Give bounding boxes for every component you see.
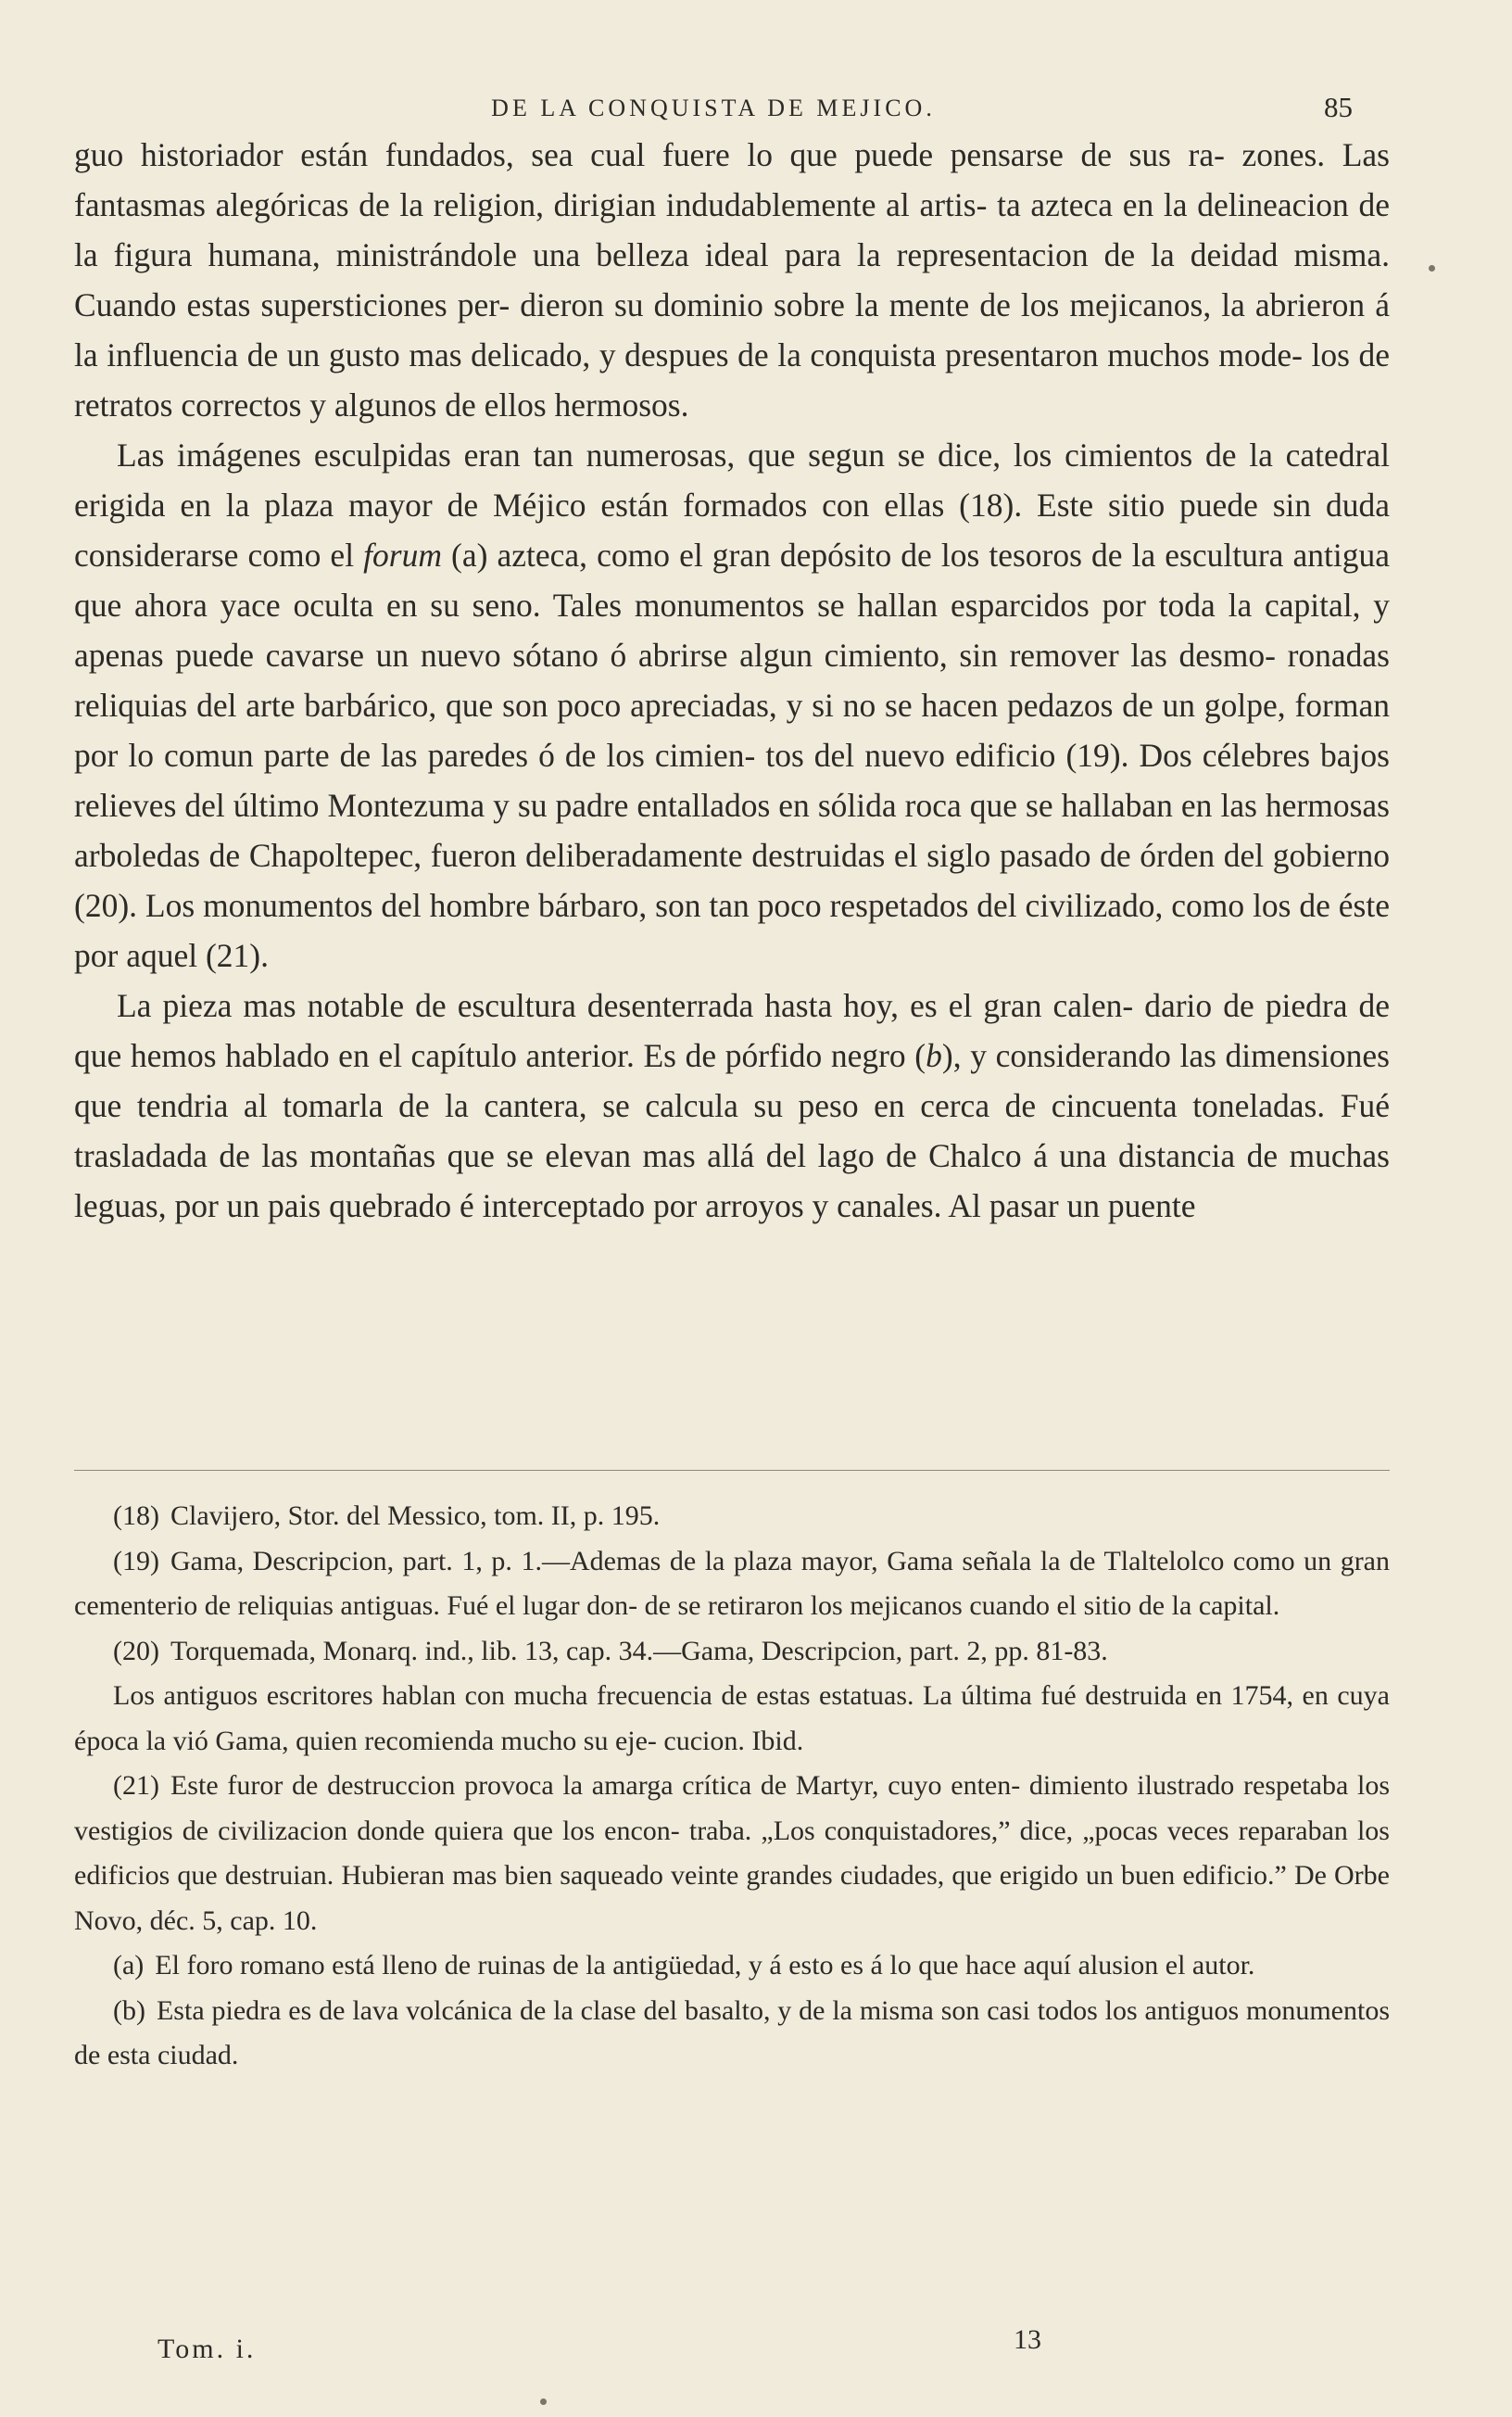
footnote-text: Gama, Descripcion, part. 1, p. 1.—Ademas de la plaza mayor, Gama señala la de Tlaltelolco como un gran cementerio de reliquias antiguas. Fué el lugar don- de se retiraron los mejicanos cuando el sitio de la capital.	[74, 1545, 1390, 1621]
paragraph-1-text: guo historiador están fundados, sea cual fuere lo que puede pensarse de sus ra- zones. Las fantasmas alegóricas de la religion, dirigian indudablemente al artis- ta azteca en la delineacion de la figura humana, ministrándole una belleza ideal para la representacion de la deidad misma. Cuando estas supersticiones per- dieron su dominio sobre la mente de los mejicanos, la abrieron á la influencia de un gusto mas delicado, y despues de la conquista presentaron muchos mode- los de retratos correctos y algunos de ellos hermosos.	[74, 136, 1390, 424]
footnote-mark: (18)	[113, 1500, 159, 1531]
footnote-text: Torquemada, Monarq. ind., lib. 13, cap. 34.—Gama, Descripcion, part. 2, pp. 81-83.	[170, 1635, 1108, 1666]
footnote-mark: (a)	[113, 1950, 145, 1980]
footnote-mark: (19)	[113, 1545, 159, 1576]
footnote-20-continuation	[74, 1674, 1390, 1764]
footnote-text: Este furor de destruccion provoca la amarga crítica de Martyr, cuyo enten- dimiento ilustrado respetaba los vestigios de civilizacion donde quiera que los encon- traba. „Los conquistadores,” dice, „pocas veces reparaban los edificios que destruian. Hubieran mas bien saqueado veinte grandes ciudades, que erigido un buen edificio.” De Orbe Novo, déc. 5, cap. 10.	[74, 1770, 1390, 1936]
footnote-19	[74, 1539, 1390, 1629]
footnote-mark: (21)	[113, 1770, 159, 1801]
paragraph-2-text-b: (a) azteca, como el gran depósito de los tesoros de la escultura antigua que ahora yace oculta en su seno. Tales monumentos se hallan esparcidos por toda la capital, y apenas puede cavarse un nuevo sótano ó abrirse algun cimiento, sin remover las desmo- ronadas reliquias del arte barbárico, que son poco apreciadas, y si no se hacen pedazos de un golpe, forman por lo comun parte de las paredes ó de los cimien- tos del nuevo edificio (19). Dos célebres bajos relieves del último Montezuma y su padre entallados en sólida roca que se hallaban en las hermosas arboledas de Chapoltepec, fueron deliberadamente destruidas el siglo pasado de órden del gobierno (20). Los monumentos del hombre bárbaro, son tan poco respetados del civilizado, como los de éste por aquel (21).	[74, 537, 1391, 974]
footnote-18	[74, 1494, 1390, 1539]
ink-speck	[1429, 265, 1435, 272]
body-text	[74, 130, 1390, 1231]
footnote-a	[74, 1943, 1390, 1989]
page-footer	[74, 2324, 1353, 2369]
paragraph-2	[74, 430, 1390, 981]
footnote-20	[74, 1629, 1390, 1675]
volume-mark: Tom. i.	[158, 2334, 257, 2364]
footnote-text: Clavijero, Stor. del Messico, tom. II, p. 195.	[170, 1500, 661, 1531]
paragraph-3-text-a: La pieza mas notable de escultura desenterrada hasta hoy, es el gran calen- dario de piedra de que hemos hablado en el capítulo anterior. Es de pórfido negro (	[74, 987, 1390, 1074]
footnote-text: Los antiguos escritores hablan con mucha frecuencia de estas estatuas. La última fué destruida en 1754, en cuya época la vió Gama, quien recomienda mucho su eje- cucion. Ibid.	[74, 1680, 1390, 1756]
running-title: DE LA CONQUISTA DE MEJICO.	[491, 95, 936, 121]
footnotes	[74, 1494, 1390, 2079]
footnote-mark: (20)	[113, 1635, 159, 1666]
ink-speck	[540, 2398, 547, 2405]
footnote-b	[74, 1989, 1390, 2079]
page-number: 85	[1324, 91, 1353, 123]
paragraph-3	[74, 981, 1390, 1231]
signature-mark: 13	[1014, 2324, 1041, 2355]
paragraph-1	[74, 130, 1390, 430]
footnote-21	[74, 1764, 1390, 1943]
note-b-italic: b	[926, 1037, 942, 1074]
paragraph-3-text-b: ), y considerando las dimensiones que tendria al tomarla de la cantera, se calcula su peso en cerca de cincuenta toneladas. Fué trasladada de las montañas que se elevan mas allá del lago de Chalco á una distancia de muchas leguas, por un pais quebrado é interceptado por arroyos y canales. Al pasar un puente	[74, 1037, 1391, 1224]
footnote-rule	[74, 1470, 1390, 1471]
forum-italic: forum	[363, 537, 442, 574]
footnote-mark: (b)	[113, 1994, 145, 2026]
footnote-text: El foro romano está lleno de ruinas de la antigüedad, y á esto es á lo que hace aquí alusion el autor.	[155, 1950, 1255, 1980]
running-head	[74, 91, 1353, 128]
footnote-text: Esta piedra es de lava volcánica de la clase del basalto, y de la misma son casi todos los antiguos monumentos de esta ciudad.	[74, 1994, 1390, 2070]
paragraph-2-text-a: Las imágenes esculpidas eran tan numerosas, que segun se dice, los cimientos de la catedral erigida en la plaza mayor de Méjico están formados con ellas (18). Este sitio puede sin duda considerarse como el	[74, 437, 1390, 574]
